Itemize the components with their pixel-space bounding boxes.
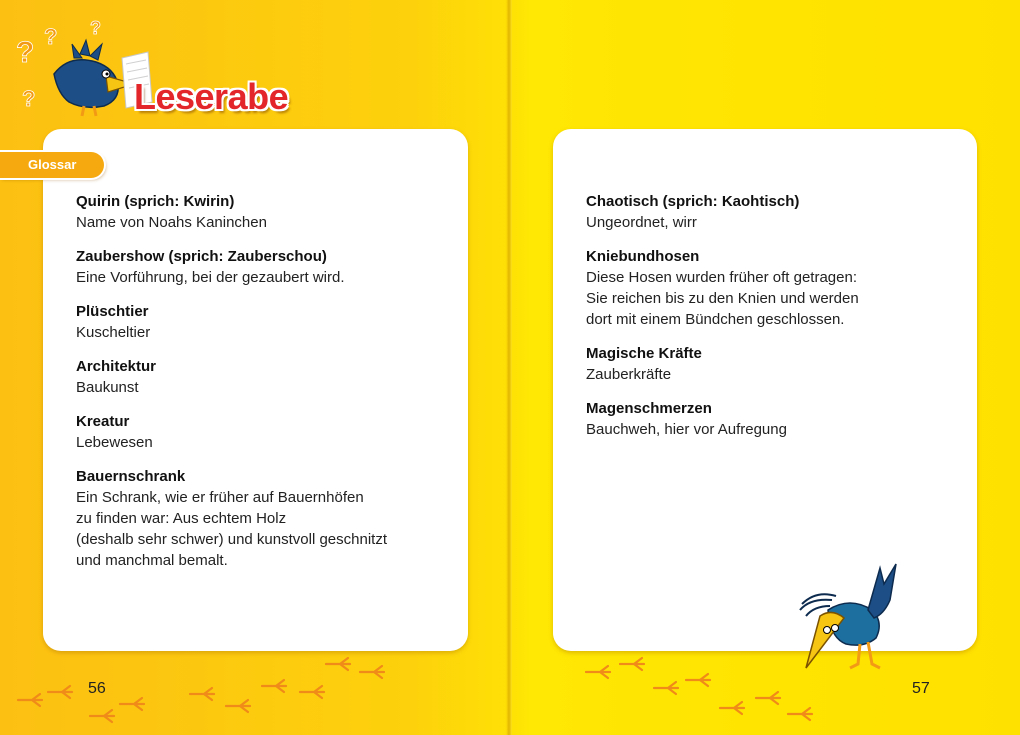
glossary-entry (586, 398, 956, 440)
glossary-entry (76, 301, 446, 343)
glossary-term: Quirin (sprich: Kwirin) (76, 193, 235, 210)
glossary-term: Zaubershow (sprich: Zauberschou) (76, 248, 327, 265)
glossary-definition: Zauberkräfte (586, 366, 672, 383)
svg-text:?: ? (22, 86, 36, 111)
glossary-entry (76, 246, 446, 288)
glossary-tab (0, 152, 104, 178)
svg-text:?: ? (44, 24, 58, 49)
glossary-entry (586, 343, 956, 385)
glossary-entry (76, 466, 446, 571)
page-number-left: 56 (88, 680, 106, 697)
glossary-entry (76, 191, 446, 233)
page-gutter (506, 0, 512, 735)
glossary-definition: Name von Noahs Kaninchen (76, 214, 267, 231)
glossary-entry (76, 356, 446, 398)
glossary-definition: Lebewesen (76, 434, 153, 451)
svg-text:?: ? (90, 18, 101, 38)
glossary-definition: Ungeordnet, wirr (586, 214, 697, 231)
glossary-term: Magische Kräfte (586, 345, 702, 362)
glossary-term: Magenschmerzen (586, 400, 712, 417)
svg-text:?: ? (16, 36, 35, 69)
glossary-list-right (586, 191, 956, 453)
glossary-entry (586, 191, 956, 233)
glossary-term: Chaotisch (sprich: Kaohtisch) (586, 193, 800, 210)
glossary-definition: Ein Schrank, wie er früher auf Bauernhöfen zu finden war: Aus echtem Holz (deshalb sehr schwer) und kunstvoll geschnitzt und manchmal bemalt. (76, 489, 387, 569)
raven-mascot-icon (54, 40, 134, 116)
glossary-definition: Eine Vorführung, bei der gezaubert wird. (76, 269, 345, 286)
glossary-term: Kreatur (76, 413, 130, 430)
glossary-definition: Bauchweh, hier vor Aufregung (586, 421, 787, 438)
glossary-definition: Kuscheltier (76, 324, 151, 341)
glossary-term: Kniebundhosen (586, 248, 700, 265)
page-number-right: 57 (912, 680, 930, 697)
glossary-list-left (76, 191, 446, 584)
glossary-card-right (553, 129, 977, 651)
glossary-tab-label: Glossar (28, 157, 77, 172)
glossary-term: Plüschtier (76, 303, 149, 320)
glossary-entry (586, 246, 956, 330)
glossary-term: Bauernschrank (76, 468, 186, 485)
logo-wordmark: Leserabe (134, 76, 289, 117)
glossary-definition: Baukunst (76, 379, 139, 396)
glossary-definition: Diese Hosen wurden früher oft getragen: Sie reichen bis zu den Knien und werden dort mit einem Bündchen geschlossen. (586, 269, 859, 328)
glossary-term: Architektur (76, 358, 157, 375)
leserabe-logo (14, 14, 304, 119)
glossary-card-left (43, 129, 468, 651)
glossary-entry (76, 411, 446, 453)
